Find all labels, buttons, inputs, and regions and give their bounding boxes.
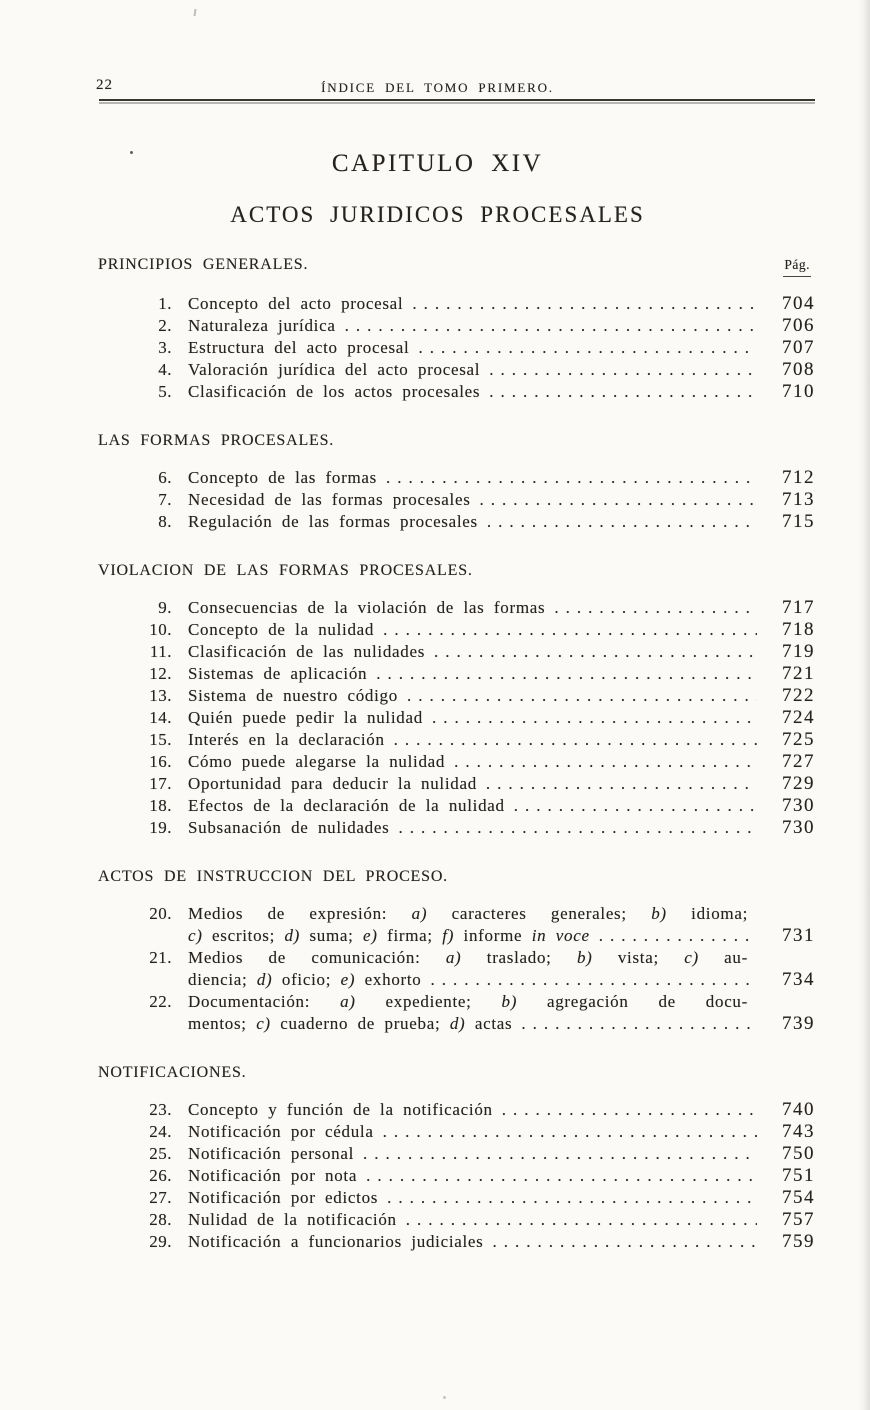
toc-entry [98,751,815,773]
entry-number: 22. [149,992,172,1011]
dot-leader [394,729,757,751]
entry-text-block [188,1165,815,1187]
entry-line-text: Concepto del acto procesal [188,294,404,313]
toc-entry [98,903,815,947]
entry-line [188,1121,815,1143]
entry-line-text: Valoración jurídica del acto procesal [188,360,481,379]
entry-text-block [188,489,815,511]
entry-page-number: 718 [782,619,815,640]
entry-line [188,751,815,773]
chapter-heading: CAPITULO XIV [331,150,544,177]
entry-line-text: Naturaleza jurídica [188,316,336,335]
entry-page-number: 743 [782,1121,815,1142]
entry-page-number: 704 [782,293,815,314]
entry-number: 27. [149,1188,172,1207]
section-header [98,561,815,581]
entry-line-text: Oportunidad para deducir la nulidad [188,774,477,793]
entry-text-block [188,293,815,315]
section-entries [98,467,815,533]
dot-leader [418,337,757,359]
italic-run: f) [442,926,455,945]
section-entries [98,1099,815,1253]
section-entries [98,903,815,1035]
italic-run: a) [445,948,462,967]
entry-line [188,795,815,817]
dot-leader [383,1121,757,1143]
entry-line [188,729,815,751]
toc-entry [98,511,815,533]
entry-line-text: Notificación por nota [188,1166,358,1185]
entry-line-text: mentos; c) cuaderno de prueba; d) actas [188,1014,513,1033]
dot-leader [599,925,757,947]
entry-page-number: 751 [782,1165,815,1186]
entry-text-block [188,511,815,533]
dot-leader [492,1231,757,1253]
entry-page-number: 739 [782,1013,815,1034]
toc-entry [98,795,815,817]
entry-text-block [188,381,815,403]
entry-number: 4. [158,360,172,379]
entry-page-number: 750 [782,1143,815,1164]
entry-page-number: 759 [782,1231,815,1252]
scan-edge-shadow [858,0,870,1410]
dot-leader [514,795,757,817]
italic-run: b) [576,948,593,967]
entry-text-block [188,1121,815,1143]
entry-line-text: diencia; d) oficio; e) exhorto [188,970,422,989]
toc-section [98,255,815,403]
entry-text-block [188,947,815,991]
entry-text-block [188,729,815,751]
entry-line [188,773,815,795]
entry-number: 10. [149,620,172,639]
entry-number: 28. [149,1210,172,1229]
entry-page-number: 734 [782,969,815,990]
dot-leader [432,707,757,729]
entry-line-text: Notificación personal [188,1144,355,1163]
toc-entry [98,707,815,729]
entry-line-text: Clasificación de los actos procesales [188,382,481,401]
dot-leader [387,1187,757,1209]
section-title: PRINCIPIOS GENERALES. [98,256,309,273]
entry-page-number: 706 [782,315,815,336]
entry-number: 26. [149,1166,172,1185]
entry-text-block [188,641,815,663]
dot-leader [521,1013,757,1035]
entry-number: 11. [149,642,172,661]
entry-number: 20. [149,904,172,923]
dot-leader [407,685,757,707]
entry-line [188,1231,815,1253]
entry-text-block [188,685,815,707]
section-title: VIOLACION DE LAS FORMAS PROCESALES. [98,562,473,579]
entry-text-block [188,1143,815,1165]
entry-line [188,315,815,337]
toc-entry [98,817,815,839]
toc-entry [98,1187,815,1209]
entry-line [188,903,748,925]
entry-text-block [188,773,815,795]
entry-line-text: Concepto de las formas [188,468,377,487]
entry-number: 12. [149,664,172,683]
section-title: ACTOS DE INSTRUCCION DEL PROCESO. [98,868,448,885]
entry-text-block [188,1099,815,1121]
entry-line-text: Nulidad de la notificación [188,1210,397,1229]
italic-run: c) [188,926,203,945]
entry-number: 14. [149,708,172,727]
entry-line-text: Necesidad de las formas procesales [188,490,471,509]
dot-leader [366,1165,757,1187]
entry-line-text: Notificación por cédula [188,1122,374,1141]
italic-run: d) [256,970,273,989]
scan-artifact [194,9,197,16]
toc-entry [98,1231,815,1253]
header-rule [99,99,815,101]
section-title: NOTIFICACIONES. [98,1064,247,1081]
section-entries [98,293,815,403]
entry-line [188,1209,815,1231]
section-entries [98,597,815,839]
entry-text-block [188,315,815,337]
entry-text-block [188,903,815,947]
entry-page-number: 715 [782,511,815,532]
entry-page-number: 713 [782,489,815,510]
entry-line-text: Estructura del acto procesal [188,338,410,357]
entry-line [188,1187,815,1209]
italic-run: b) [501,992,518,1011]
entry-line-text: Sistemas de aplicación [188,664,368,683]
entry-line [188,619,815,641]
entry-line-text: c) escritos; d) suma; e) firma; f) informe in voce [188,926,590,945]
entry-page-number: 725 [782,729,815,750]
entry-line-text: Notificación a funcionarios judiciales [188,1232,484,1251]
entry-number: 15. [149,730,172,749]
entry-number: 19. [149,818,172,837]
italic-run: d) [449,1014,466,1033]
toc-entry [98,1143,815,1165]
italic-run: a) [340,992,356,1011]
entry-line-text: Quién puede pedir la nulidad [188,708,423,727]
dot-leader [406,1209,757,1231]
dot-leader [434,641,757,663]
dot-leader [454,751,757,773]
entry-number: 21. [149,948,172,967]
page-folio-number: 22 [96,77,113,93]
toc-entry [98,773,815,795]
entry-text-block [188,795,815,817]
dot-leader [431,969,758,991]
toc-section [98,561,815,839]
entry-line-text: Efectos de la declaración de la nulidad [188,796,505,815]
entry-number: 17. [149,774,172,793]
dot-leader [383,619,757,641]
toc-entry [98,685,815,707]
toc-entry [98,359,815,381]
entry-text-block [188,619,815,641]
section-title: LAS FORMAS PROCESALES. [98,432,335,449]
entry-number: 24. [149,1122,172,1141]
entry-page-number: 729 [782,773,815,794]
entry-text-block [188,751,815,773]
entry-page-number: 757 [782,1209,815,1230]
running-header: ÍNDICE DEL TOMO PRIMERO. [321,80,554,95]
italic-run: c) [684,948,699,967]
entry-page-number: 722 [782,685,815,706]
entry-number: 9. [158,598,172,617]
toc-entry [98,947,815,991]
entry-text-block [188,707,815,729]
entry-line [188,969,815,991]
entry-line-text: Concepto y función de la notificación [188,1100,493,1119]
entry-line-text: Notificación por edictos [188,1188,379,1207]
entry-number: 29. [149,1232,172,1251]
toc-entry [98,1209,815,1231]
entry-page-number: 712 [782,467,815,488]
toc-entry [98,619,815,641]
entry-number: 2. [158,316,172,335]
entry-page-number: 717 [782,597,815,618]
italic-run: b) [651,904,667,923]
toc-section [98,867,815,1035]
entry-line [188,1165,815,1187]
entry-page-number: 730 [782,795,815,816]
entry-line [188,685,815,707]
entry-number: 7. [158,490,172,509]
dot-leader [502,1099,757,1121]
entry-number: 5. [158,382,172,401]
entry-line [188,381,815,403]
entry-text-block [188,467,815,489]
entry-line [188,641,815,663]
section-header [98,1063,815,1083]
entry-line [188,663,815,685]
entry-line [188,359,815,381]
entry-line-text: Sistema de nuestro código [188,686,398,705]
entry-text-block [188,663,815,685]
entry-text-block [188,337,815,359]
entry-page-number: 710 [782,381,815,402]
entry-number: 16. [149,752,172,771]
entry-line-text: Documentación: a) expediente; b) agregación de docu- [188,992,748,1011]
toc-entry [98,1121,815,1143]
entry-line-text: Medios de expresión: a) caracteres generales; b) idioma; [188,904,748,923]
section-header [98,867,815,887]
entry-line-text: Cómo puede alegarse la nulidad [188,752,446,771]
entry-text-block [188,991,815,1035]
entry-line [188,925,815,947]
entry-line-text: Interés en la declaración [188,730,385,749]
toc-entry [98,467,815,489]
entry-text-block [188,817,815,839]
entry-page-number: 707 [782,337,815,358]
entry-line [188,337,815,359]
entry-line [188,511,815,533]
entry-page-number: 724 [782,707,815,728]
entry-page-number: 754 [782,1187,815,1208]
entry-line [188,1143,815,1165]
scan-artifact [130,151,133,154]
toc-entry [98,597,815,619]
toc-entry [98,337,815,359]
entry-page-number: 727 [782,751,815,772]
entry-line [188,991,748,1013]
entry-page-number: 721 [782,663,815,684]
dot-leader [345,315,757,337]
entry-line [188,467,815,489]
entry-number: 23. [149,1100,172,1119]
entry-number: 8. [158,512,172,531]
dot-leader [489,359,757,381]
entry-number: 13. [149,686,172,705]
entry-line-text: Medios de comunicación: a) traslado; b) vista; c) au- [188,948,748,967]
dot-leader [386,467,757,489]
toc-entry [98,729,815,751]
dot-leader [487,511,757,533]
dot-leader [376,663,757,685]
toc-section [98,1063,815,1253]
entry-page-number: 730 [782,817,815,838]
scan-artifact [443,1396,446,1399]
toc-entry [98,293,815,315]
dot-leader [398,817,757,839]
italic-run: e) [363,926,378,945]
toc-entry [98,1165,815,1187]
entry-line-text: Subsanación de nulidades [188,818,390,837]
entry-number: 6. [158,468,172,487]
italic-run: d) [284,926,301,945]
italic-run: in voce [531,926,590,945]
toc-entry [98,663,815,685]
entry-number: 18. [149,796,172,815]
italic-run: a) [411,904,428,923]
entry-line [188,707,815,729]
toc-entry [98,315,815,337]
entry-page-number: 740 [782,1099,815,1120]
entry-page-number: 708 [782,359,815,380]
toc-section [98,431,815,533]
entry-line-text: Consecuencias de la violación de las formas [188,598,546,617]
entry-line [188,293,815,315]
dot-leader [363,1143,757,1165]
toc-entry [98,489,815,511]
entry-line-text: Concepto de la nulidad [188,620,375,639]
dot-leader [489,381,757,403]
toc-entry [98,1099,815,1121]
entry-line [188,1099,815,1121]
entry-line-text: Regulación de las formas procesales [188,512,478,531]
dot-leader [554,597,757,619]
page-column-label: Pág. [783,255,811,277]
toc-entry [98,991,815,1035]
section-header [98,255,815,277]
entry-text-block [188,1231,815,1253]
section-header [98,431,815,451]
entry-text-block [188,597,815,619]
dot-leader [486,773,757,795]
entry-line [188,947,748,969]
entry-line [188,817,815,839]
toc-entry [98,641,815,663]
entry-number: 25. [149,1144,172,1163]
entry-page-number: 719 [782,641,815,662]
italic-run: c) [256,1014,271,1033]
entry-line [188,597,815,619]
entry-number: 3. [158,338,172,357]
entry-text-block [188,359,815,381]
entry-page-number: 731 [782,925,815,946]
entry-line-text: Clasificación de las nulidades [188,642,426,661]
entry-number: 1. [158,294,172,313]
entry-line [188,1013,815,1035]
entry-text-block [188,1209,815,1231]
dot-leader [480,489,757,511]
toc [98,255,815,1253]
entry-text-block [188,1187,815,1209]
entry-line [188,489,815,511]
italic-run: e) [340,970,356,989]
toc-entry [98,381,815,403]
dot-leader [412,293,757,315]
chapter-subtitle: ACTOS JURIDICOS PROCESALES [230,202,645,227]
